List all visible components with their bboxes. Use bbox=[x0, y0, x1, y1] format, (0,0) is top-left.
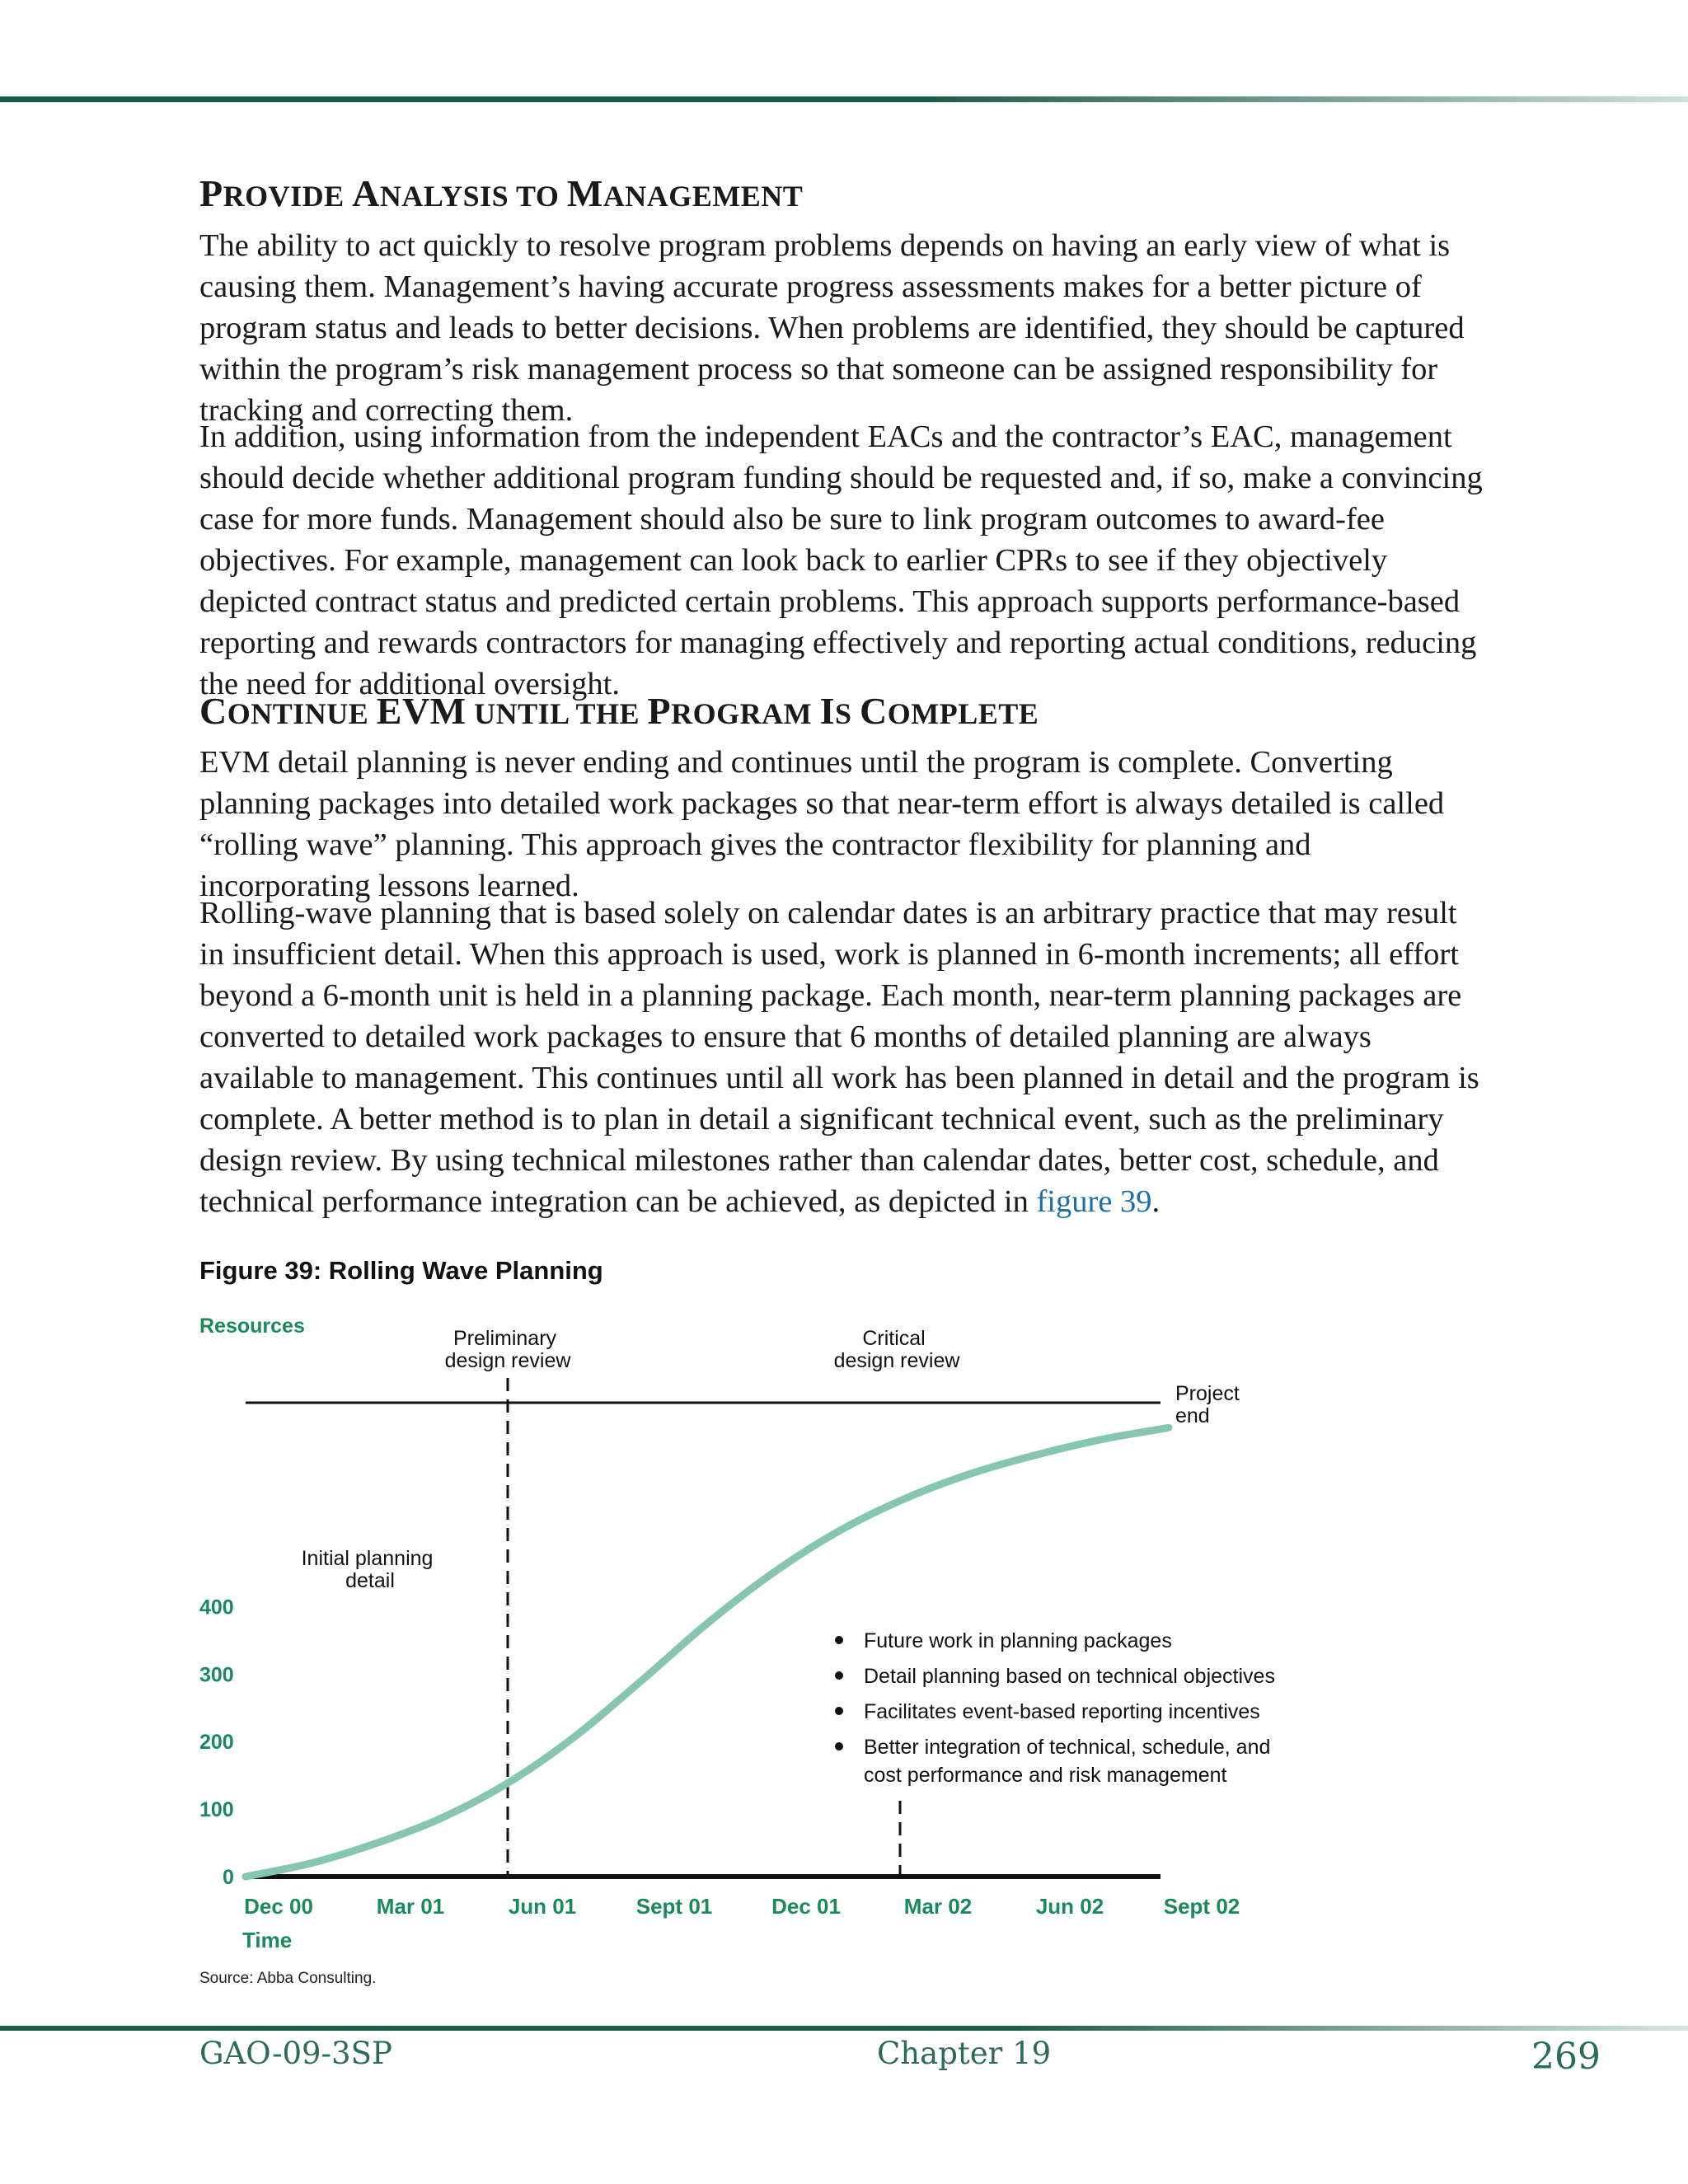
project-end-label: Project end bbox=[1175, 1382, 1240, 1427]
bullet-dot bbox=[835, 1671, 843, 1680]
x-tick-label: Mar 02 bbox=[903, 1894, 973, 1919]
paragraph: EVM detail planning is never ending and continues until the program is complete. Converting planning packages into detailed work packages so that near-term effort is always detailed is called “rolling wave” planning. This approach gives the contractor flexibility for planning and incorporating lessons learned. bbox=[199, 745, 1445, 903]
section-heading-continue-evm: CONTINUE EVM UNTIL THE PROGRAM IS COMPLETE bbox=[199, 690, 1039, 732]
x-tick-label: Jun 02 bbox=[1035, 1894, 1104, 1919]
section-heading-provide-analysis: PROVIDE ANALYSIS TO MANAGEMENT bbox=[199, 172, 804, 214]
figure-39-link[interactable]: figure 39 bbox=[1036, 1184, 1152, 1219]
paragraph: The ability to act quickly to resolve program problems depends on having an early view of what is causing them. Management’s having accurate progress assessments makes for a better picture of program status and leads to better decisions. When problems are identified, they should be captured within the program’s risk management process so that someone can be assigned responsibility for tracking and correcting them. bbox=[199, 228, 1465, 428]
x-tick-label: Mar 01 bbox=[376, 1894, 445, 1919]
y-tick-label: 200 bbox=[199, 1731, 234, 1755]
x-tick-label: Jun 01 bbox=[508, 1894, 577, 1919]
x-tick-label: Dec 00 bbox=[244, 1894, 313, 1919]
x-tick-label: Dec 01 bbox=[771, 1894, 841, 1919]
bullet-list bbox=[835, 1629, 1275, 1787]
x-tick-label: Sept 01 bbox=[635, 1894, 713, 1919]
y-tick-label: 100 bbox=[199, 1798, 234, 1822]
y-tick-labels bbox=[199, 1596, 234, 1889]
bottom-rule bbox=[0, 2026, 1688, 2031]
initial-planning-detail-label: Initial planning detail bbox=[301, 1547, 434, 1592]
y-tick-label: 0 bbox=[223, 1866, 234, 1889]
footer-chapter: Chapter 19 bbox=[877, 2036, 1052, 2071]
bullet-item-continuation: cost performance and risk management bbox=[864, 1764, 1227, 1787]
x-tick-label: Sept 02 bbox=[1163, 1894, 1240, 1919]
bullet-item: Better integration of technical, schedule, and bbox=[864, 1736, 1271, 1759]
figure-source: Source: Abba Consulting. bbox=[199, 1970, 377, 1987]
paragraph: In addition, using information from the independent EACs and the contractor’s EAC, management should decide whether additional program funding should be requested and, if so, make a convincing case for more funds. Management should also be sure to link program outcomes to award-fee objectives. For example, management can look back to earlier CPRs to see if they objectively depicted contract status and predicted certain problems. This approach supports performance-based reporting and rewards contractors for managing effectively and reporting actual conditions, reducing the need for additional oversight. bbox=[199, 419, 1483, 701]
bullet-dot bbox=[835, 1742, 843, 1750]
bullet-dot bbox=[835, 1707, 843, 1715]
critical-design-review-label: Critical design review bbox=[833, 1327, 960, 1372]
figure-title: Figure 39: Rolling Wave Planning bbox=[199, 1256, 603, 1285]
footer-page-number: 269 bbox=[1531, 2036, 1601, 2078]
paragraph: Rolling-wave planning that is based solely on calendar dates is an arbitrary practice that may result in insufficient detail. When this approach is used, work is planned in 6-month increments; all effort beyond a 6-month unit is held in a planning package. Each month, near-term planning packages are converted to detailed work packages to ensure that 6 months of detailed planning are always available to management. This continues until all work has been planned in detail and the program is complete. A better method is to plan in detail a significant technical event, such as the preliminary design review. By using technical milestones rather than calendar dates, better cost, schedule, and technical performance integration can be achieved, as depicted in figure 39. bbox=[199, 896, 1479, 1219]
x-tick-labels bbox=[244, 1894, 1240, 1919]
bullet-item: Detail planning based on technical objectives bbox=[864, 1665, 1275, 1688]
preliminary-design-review-label: Preliminary design review bbox=[444, 1327, 571, 1372]
bullet-item: Facilitates event-based reporting incentives bbox=[864, 1700, 1260, 1723]
footer-report-id: GAO-09-3SP bbox=[199, 2036, 392, 2071]
y-tick-label: 300 bbox=[199, 1663, 234, 1687]
y-axis-label: Resources bbox=[199, 1315, 305, 1338]
bullet-item: Future work in planning packages bbox=[864, 1629, 1172, 1652]
y-tick-label: 400 bbox=[199, 1596, 234, 1619]
x-axis-label: Time bbox=[242, 1928, 293, 1952]
bullet-dot bbox=[835, 1636, 843, 1644]
